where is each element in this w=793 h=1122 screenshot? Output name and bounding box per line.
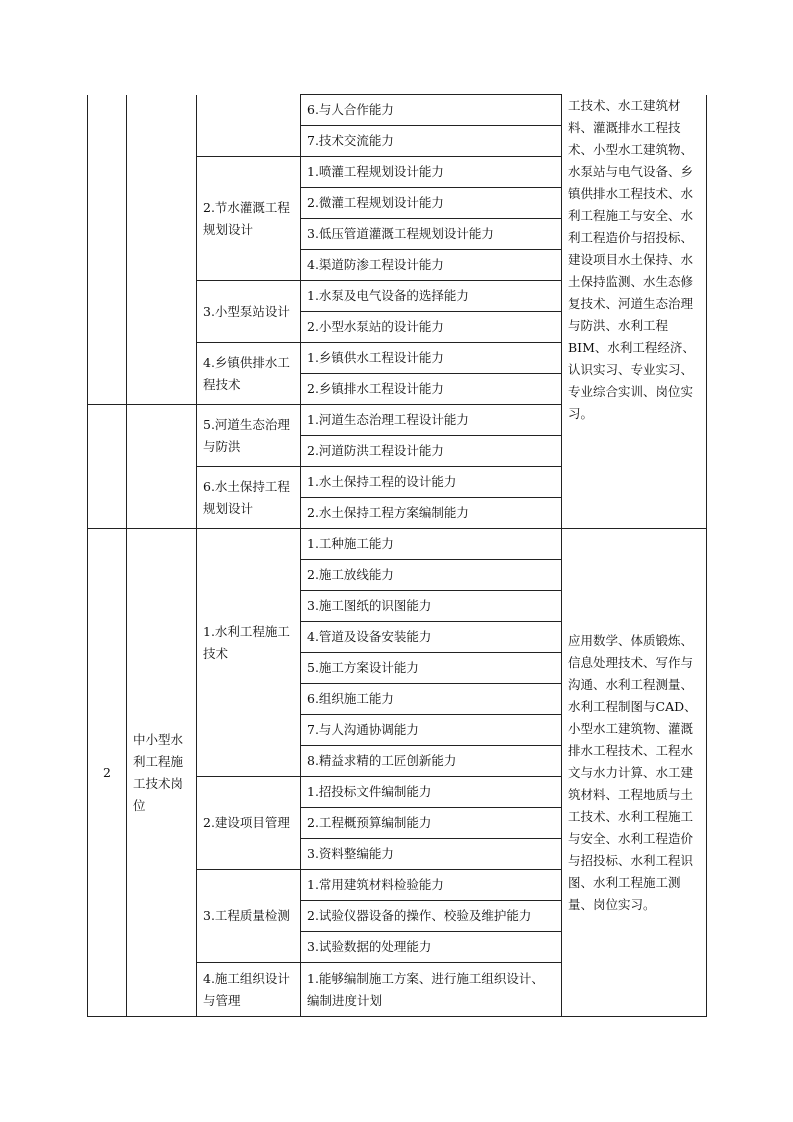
module-cell: 5.河道生态治理与防洪	[197, 405, 301, 467]
table-row	[88, 95, 707, 126]
ability-cell: 1.水泵及电气设备的选择能力	[301, 281, 562, 312]
courses-cell: 工技术、水工建筑材料、灌溉排水工程技术、小型水工建筑物、水泵站与电气设备、乡镇供排水工程技术、水利工程施工与安全、水利工程造价与招投标、建设项目水土保持、水土保持监测、水生态修复技术、河道生态治理与防洪、水利工程BIM、水利工程经济、认识实习、专业实习、专业综合实训、岗位实习。	[562, 95, 707, 529]
module-cell	[197, 95, 301, 157]
ability-cell: 4.管道及设备安装能力	[301, 622, 562, 653]
module-cell: 3.小型泵站设计	[197, 281, 301, 343]
courses-cell: 应用数学、体质锻炼、信息处理技术、写作与沟通、水利工程测量、水利工程制图与CAD、小型水工建筑物、灌溉排水工程技术、工程水文与水力计算、水工建筑材料、工程地质与土工技术、水利工程施工与安全、水利工程造价与招投标、水利工程识图、水利工程施工测量、岗位实习。	[562, 529, 707, 1017]
module-cell: 4.乡镇供排水工程技术	[197, 343, 301, 405]
post-cell: 中小型水利工程施工技术岗位	[127, 529, 197, 1017]
ability-cell: 2.水土保持工程方案编制能力	[301, 498, 562, 529]
ability-cell: 1.喷灌工程规划设计能力	[301, 157, 562, 188]
curriculum-table	[87, 94, 707, 1017]
ability-cell: 3.资料整编能力	[301, 839, 562, 870]
ability-cell: 3.施工图纸的识图能力	[301, 591, 562, 622]
ability-cell: 2.施工放线能力	[301, 560, 562, 591]
module-cell: 1.水利工程施工技术	[197, 529, 301, 777]
ability-cell: 4.渠道防渗工程设计能力	[301, 250, 562, 281]
ability-cell: 1.常用建筑材料检验能力	[301, 870, 562, 901]
ability-cell: 3.低压管道灌溉工程规划设计能力	[301, 219, 562, 250]
ability-cell: 1.招投标文件编制能力	[301, 777, 562, 808]
module-cell: 2.节水灌溉工程规划设计	[197, 157, 301, 281]
ability-cell: 2.工程概预算编制能力	[301, 808, 562, 839]
seq-cell	[88, 95, 127, 405]
ability-cell: 2.试验仪器设备的操作、校验及维护能力	[301, 901, 562, 932]
ability-cell: 7.技术交流能力	[301, 126, 562, 157]
ability-cell: 2.乡镇排水工程设计能力	[301, 374, 562, 405]
seq-cell	[88, 405, 127, 529]
post-cell	[127, 95, 197, 405]
ability-cell: 5.施工方案设计能力	[301, 653, 562, 684]
module-cell: 2.建设项目管理	[197, 777, 301, 870]
module-cell: 4.施工组织设计与管理	[197, 963, 301, 1017]
module-cell: 6.水土保持工程规划设计	[197, 467, 301, 529]
ability-cell: 3.试验数据的处理能力	[301, 932, 562, 963]
post-cell	[127, 405, 197, 529]
ability-cell: 1.乡镇供水工程设计能力	[301, 343, 562, 374]
ability-cell: 2.河道防洪工程设计能力	[301, 436, 562, 467]
ability-cell: 1.工种施工能力	[301, 529, 562, 560]
ability-cell: 8.精益求精的工匠创新能力	[301, 746, 562, 777]
module-cell: 3.工程质量检测	[197, 870, 301, 963]
ability-cell: 1.水土保持工程的设计能力	[301, 467, 562, 498]
seq-cell: 2	[88, 529, 127, 1017]
table-row	[88, 529, 707, 560]
ability-cell: 6.与人合作能力	[301, 95, 562, 126]
ability-cell: 1.能够编制施工方案、进行施工组织设计、编制进度计划	[301, 963, 562, 1017]
ability-cell: 2.小型水泵站的设计能力	[301, 312, 562, 343]
ability-cell: 6.组织施工能力	[301, 684, 562, 715]
ability-cell: 1.河道生态治理工程设计能力	[301, 405, 562, 436]
ability-cell: 2.微灌工程规划设计能力	[301, 188, 562, 219]
ability-cell: 7.与人沟通协调能力	[301, 715, 562, 746]
